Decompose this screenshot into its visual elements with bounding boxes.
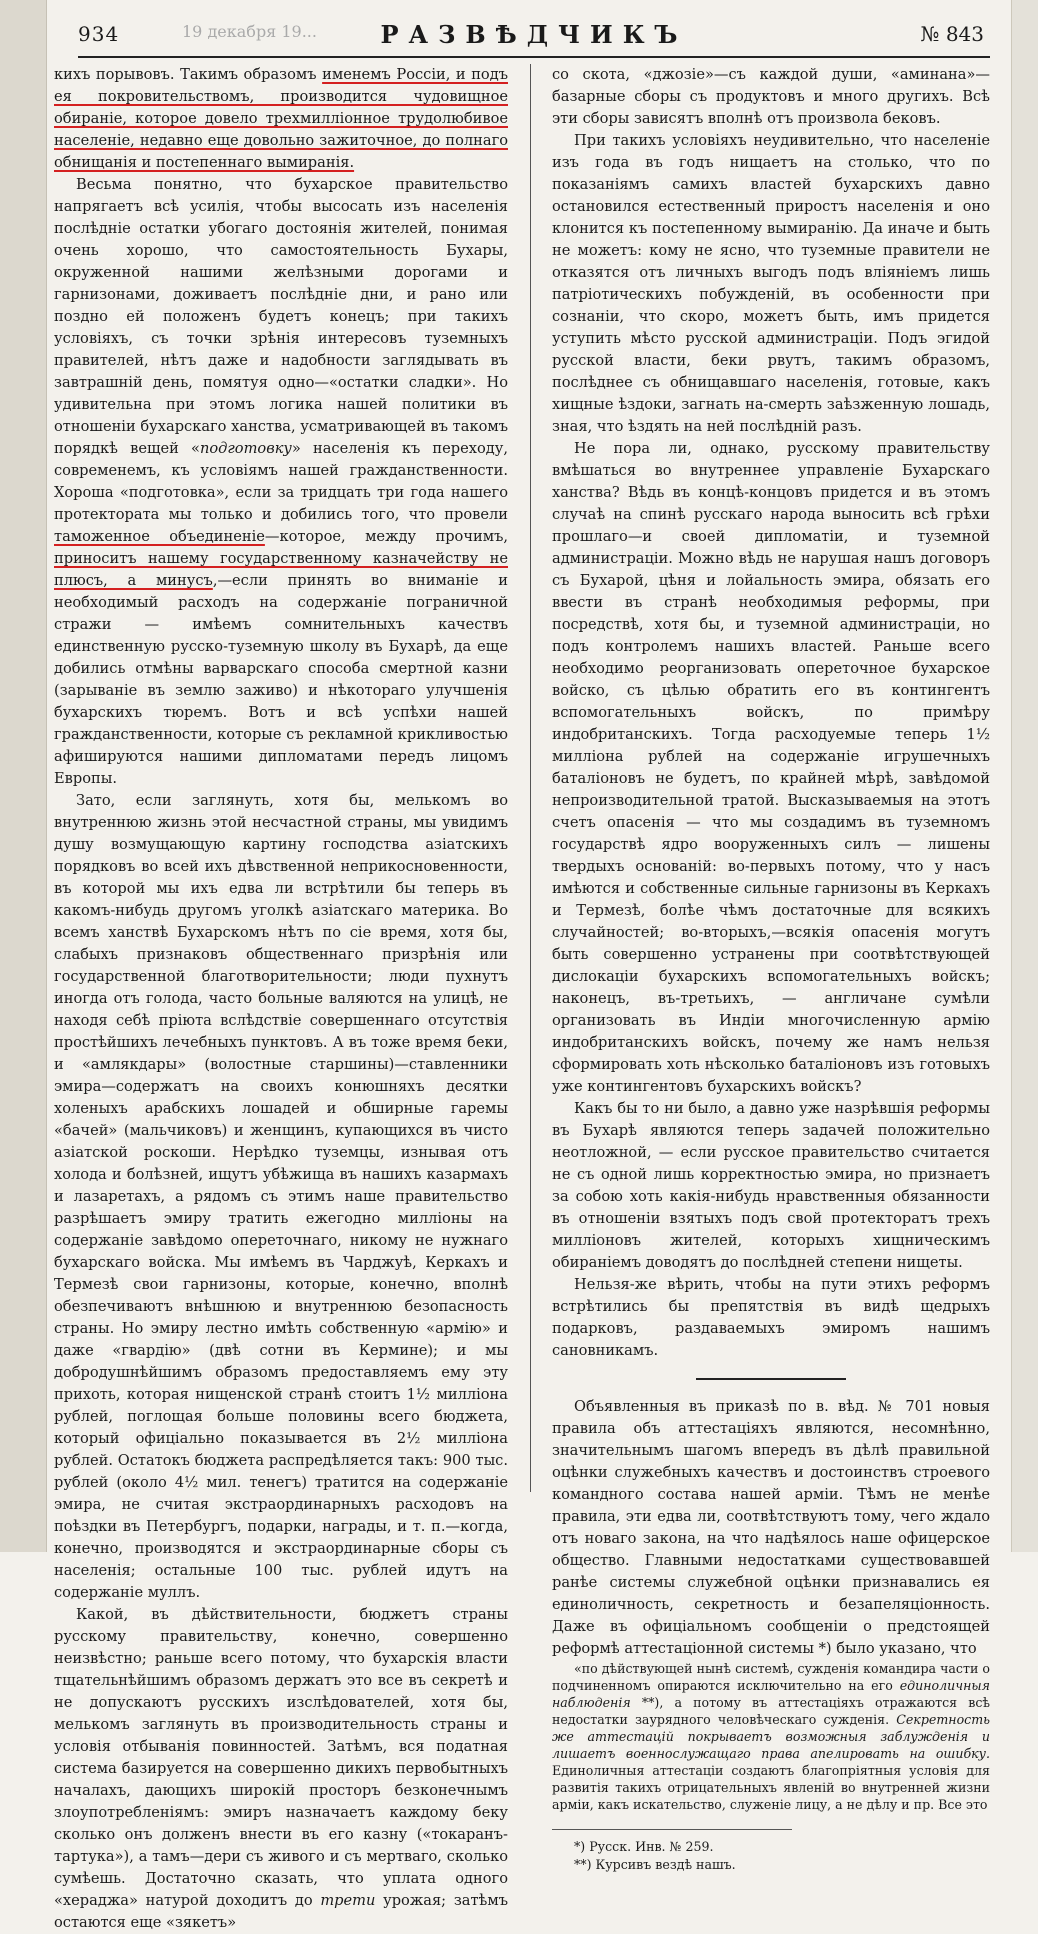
page-header	[78, 20, 990, 58]
paragraph: Не пора ли, однако, русскому правительству вмѣшаться во внутреннее управленіе Бухарскаго ханства? Вѣдь въ концѣ-концовъ придется и въ этомъ случаѣ на спинѣ русскаго народа выносить всѣ грѣхи прошлаго—и своей дипломатіи, и туземной администраціи. Можно вѣдь не нарушая нашъ договоръ съ Бухарой, цѣня и лойальность эмира, обязать его ввести въ странѣ необходимыя реформы, при посредствѣ, хотя бы, и туземной администраціи, но подъ контролемъ нашихъ властей. Раньше всего необходимо реорганизовать опереточное бухарское войско, съ цѣлью обратить его въ контингентъ вспомогательныхъ войскъ, по примѣру индобританскихъ. Тогда расходуемые теперь 1½ милліона рублей на содержаніе игрушечныхъ баталіоновъ не будетъ, по крайней мѣрѣ, завѣдомой непроизводительной тратой. Высказываемыя на этотъ счетъ опасенія — что мы создадимъ въ туземномъ государствѣ ядро вооруженныхъ силъ — лишены твердыхъ основаній: во-первыхъ потому, что у насъ имѣются и собственные сильные гарнизоны въ Керкахъ и Термезѣ, болѣе чѣмъ достаточные для всякихъ случайностей; во-вторыхъ,—всякія опасенія могутъ быть совершенно устранены при соотвѣтствующей дислокаціи бухарскихъ вспомогательныхъ войскъ; наконецъ, въ-третьихъ, — англичане сумѣли организовать въ Индіи многочисленную армію индобританскихъ войскъ, почему же намъ нельзя сформировать хоть нѣсколько баталіоновъ изъ готовыхъ уже контингентовъ бухарскихъ войскъ?	[552, 440, 990, 1095]
scan-left-margin	[0, 0, 47, 1552]
footnote-rule	[552, 1829, 792, 1830]
paragraph: Какой, въ дѣйствительности, бюджетъ страны русскому правительству, конечно, совершенно неизвѣстно; раньше всего потому, что бухарскія власти тщательнѣйшимъ образомъ держатъ это все въ секретѣ и не допускаютъ русскихъ изслѣдователей, хотя бы, мелькомъ заглянуть въ производительность страны и условія отбыванія повинностей. Затѣмъ, вся податная система базируется на совершенно дикихъ первобытныхъ началахъ, дающихъ широкій просторъ безконечнымъ злоупотребленіямъ: эмиръ назначаетъ каждому беку сколько онъ долженъ внести въ его казну («токаранъ-тартука»), а тамъ—дери съ живого и съ мертваго, сколько сумѣешь. Достаточно сказать, что уплата одного «хераджа» натурой доходитъ до трети урожая; затѣмъ остаются еще «зякетъ»	[54, 1606, 508, 1931]
underlined-passage: приноситъ нашему государственному казначейству не плюсъ, а минусъ	[54, 550, 508, 589]
left-column	[54, 64, 508, 1931]
footnote: **) Курсивъ вездѣ нашъ.	[574, 1857, 736, 1872]
paragraph: Объявленныя въ приказѣ по в. вѣд. № 701 новыя правила объ аттестаціяхъ являются, несомнѣнно, значительнымъ шагомъ впередъ въ дѣлѣ правильной оцѣнки служебныхъ качествъ и достоинствъ строевого командного состава нашей арміи. Тѣмъ не менѣе правила, эти едва ли, соотвѣтствуютъ тому, чего ждало отъ новаго закона, на что надѣялось наше офицерское общество. Главными недостатками существовавшей ранѣе системы служебной оцѣнки признавались ея единоличность, секретность и безапеляціонность. Даже въ офиціальномъ сообщеніи о предстоящей реформѣ аттестаціонной системы *) было указано, что	[552, 1398, 990, 1657]
scan-right-margin	[1011, 0, 1038, 1552]
underlined-passage: именемъ Россіи, и подъ ея покровительствомъ, производится чудовищное обираніе, которое довело трехмилліонное трудолюбивое населеніе, недавно еще довольно зажиточное, до полнаго обнищанія и постепеннаго вымиранія.	[54, 66, 508, 171]
paragraph: кихъ порывовъ. Такимъ образомъ именемъ Россіи, и подъ ея покровительствомъ, производится чудовищное обираніе, которое довело трехмилліонное трудолюбивое населеніе, недавно еще довольно зажиточное, до полнаго обнищанія и постепеннаго вымиранія.	[54, 66, 508, 171]
section-separator	[696, 1378, 846, 1380]
bleed-through-date: 19 декабря 19...	[182, 22, 317, 41]
paragraph: Нельзя-же вѣрить, чтобы на пути этихъ реформъ встрѣтились бы препятствія въ видѣ щедрыхъ подарковъ, раздаваемыхъ эмиромъ нашимъ сановникамъ.	[552, 1276, 990, 1359]
paragraph: Какъ бы то ни было, а давно уже назрѣвшія реформы въ Бухарѣ являются теперь задачей положительно неотложной, — если русское правительство считается не съ одной лишь корректностью эмира, но признаетъ за собою хоть какія-нибудь нравственныя обязанности въ отношеніи взятыхъ подъ свой протекторатъ трехъ милліоновъ жителей, которыхъ хищническимъ обираніемъ доводятъ до послѣдней степени нищеты.	[552, 1100, 990, 1271]
paragraph: Весьма понятно, что бухарское правительство напрягаетъ всѣ усилія, чтобы высосать изъ населенія послѣдніе остатки убогаго достоянія жителей, понимая очень хорошо, что самостоятельность Бухары, окруженной нашими желѣзными дорогами и гарнизонами, доживаетъ послѣдніе дни, и рано или поздно ей положенъ будетъ конецъ; при такихъ условіяхъ, съ точки зрѣнія интересовъ туземныхъ правителей, нѣтъ даже и надобности заглядывать въ завтрашній день, помятуя одно—«остатки сладки». Но удивительна при этомъ логика нашей политики въ отношеніи бухарскаго ханства, усматривающей въ такомъ порядкѣ вещей «подготовку» населенія къ переходу, современемъ, къ условіямъ нашей гражданственности. Хороша «подготовка», если за тридцать три года нашего протектората мы только и добились того, что провели таможенное объединеніе—которое, между прочимъ, приноситъ нашему государственному казначейству не плюсъ, а минусъ,—если принять во вниманіе и необходимый расходъ на содержаніе пограничной стражи — имѣемъ сомнительныхъ качествъ единственную русско-туземную школу въ Бухарѣ, да еще добились отмѣны варварскаго способа смертной казни (зарываніе въ землю заживо) и нѣкотораго улучшенія бухарскихъ тюремъ. Вотъ и всѣ успѣхи нашей гражданственности, которые съ рекламной крикливостью афишируются нашими дипломатами передъ лицомъ Европы.	[54, 176, 508, 787]
newspaper-title: РАЗВѢДЧИКЪ	[380, 20, 688, 49]
page-number: 934	[78, 22, 120, 46]
column-divider	[530, 64, 531, 1492]
footnote: *) Русск. Инв. № 259.	[574, 1839, 714, 1854]
paragraph: Зато, если заглянуть, хотя бы, мелькомъ во внутреннюю жизнь этой несчастной страны, мы увидимъ душу возмущающую картину господства азіатскихъ порядковъ во всей ихъ дѣвственной неприкосновенности, въ которой мы ихъ едва ли встрѣтили бы теперь въ какомъ-нибудь другомъ уголкѣ азіатскаго материка. Во всемъ ханствѣ Бухарскомъ нѣтъ по сіе время, хотя бы, слабыхъ признаковъ общественнаго призрѣнія или государственной благотворительности; люди пухнутъ иногда отъ голода, часто больные валяются на улицѣ, не находя себѣ пріюта вслѣдствіе совершеннаго отсутствія простѣйшихъ лечебныхъ пунктовъ. А въ тоже время беки, и «амлякдары» (волостные старшины)—ставленники эмира—содержатъ на своихъ конюшняхъ десятки холеныхъ арабскихъ лошадей и обширные гаремы «бачей» (мальчиковъ) и женщинъ, купающихся въ чисто азіатской роскоши. Нерѣдко туземцы, изнывая отъ холода и болѣзней, ищутъ убѣжища въ нашихъ казармахъ и лазаретахъ, а рядомъ съ этимъ наше правительство разрѣшаетъ эмиру тратить ежегодно милліоны на содержаніе завѣдомо опереточнаго, никому не нужнаго бухарскаго войска. Мы имѣемъ въ Чарджуѣ, Керкахъ и Термезѣ свои гарнизоны, которые, конечно, вполнѣ обезпечиваютъ внѣшнюю и внутреннюю безопасность страны. Но эмиру лестно имѣть собственную «армію» и даже «гвардію» (двѣ сотни въ Кермине); и мы добродушнѣйшимъ образомъ предоставляемъ ему эту прихоть, которая нищенской странѣ стоитъ 1½ милліона рублей, поглощая больше половины всего бюджета, который офиціально показывается въ 2½ милліона рублей. Остатокъ бюджета распредѣляется такъ: 900 тыс. рублей (около 4½ мил. тенегъ) тратится на содержаніе эмира, не считая экстраординарныхъ расходовъ на поѣздки въ Петербургъ, подарки, награды, и т. п.—когда, конечно, производятся и экстраординарные сборы съ населенія; остальные 100 тыс. рублей идутъ на содержаніе муллъ.	[54, 792, 508, 1601]
quotation: «по дѣйствующей нынѣ системѣ, сужденія командира части о подчиненномъ опираются исключительно на его единоличныя наблюденія **), а потому въ аттестаціяхъ отражаются всѣ недостатки заурядного человѣческаго сужденія. Секретность же аттестацій покрываетъ возможныя заблужденія и лишаетъ военнослужащаго права апелировать на ошибку. Единоличныя аттестаціи создаютъ благопріятныя условія для развитія такихъ отрицательныхъ явленій во внутренней жизни арміи, какъ искательство, служеніе лицу, а не дѣлу и пр. Все это	[552, 1661, 990, 1812]
issue-number: № 843	[920, 22, 984, 46]
paragraph: со скота, «джозіе»—съ каждой души, «аминана»—базарные сборы съ продуктовъ и много другихъ. Всѣ эти сборы зависятъ вполнѣ отъ произвола бековъ.	[552, 66, 990, 127]
right-column	[552, 64, 990, 1872]
underlined-passage: таможенное объединеніе	[54, 528, 265, 545]
paragraph: При такихъ условіяхъ неудивительно, что населеніе изъ года въ годъ нищаетъ на столько, что по показаніямъ самихъ властей бухарскихъ давно остановился естественный приростъ населенія и оно клонится къ постепенному вымиранію. Да иначе и быть не можетъ: кому не ясно, что туземные правители не отказятся отъ личныхъ выгодъ подъ вліяніемъ лишь патріотическихъ побужденій, въ особенности при сознаніи, что скоро, можетъ быть, имъ придется уступить мѣсто русской администраціи. Подъ эгидой русской власти, беки рвутъ, такимъ образомъ, послѣднее съ обнищавшаго населенія, готовые, какъ хищные ѣздоки, загнать на-смерть заѣзженную лошадь, зная, что ѣздять на ней послѣдній разъ.	[552, 132, 990, 435]
